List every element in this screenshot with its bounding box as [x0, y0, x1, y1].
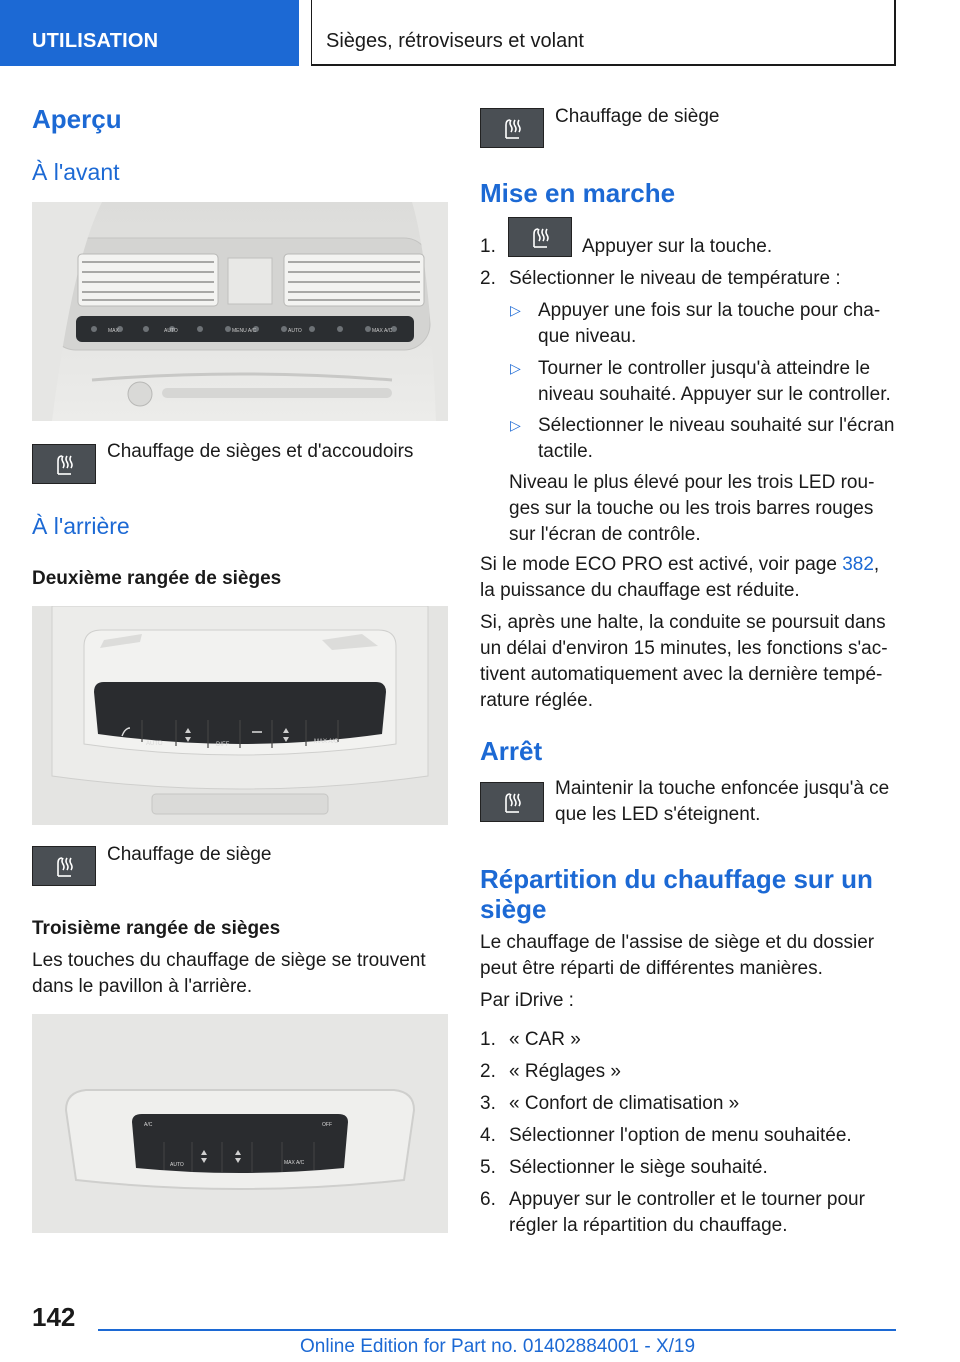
distribution-text-line-1: Le chauffage de l'assise de siège et du dossier [480, 932, 875, 953]
distribution-text-line-2: peut être réparti de différentes manières. [480, 958, 823, 979]
bullet-1-line-2: que niveau. [538, 326, 637, 347]
eco-line-2: la puissance du chauffage est réduite. [480, 580, 800, 601]
footer-edition: Online Edition for Part no. 01402884001 - X/19 [300, 1336, 696, 1357]
roof-panel-label-auto: AUTO [170, 1162, 184, 1168]
page-title: Aperçu [32, 104, 122, 134]
restart-line-2: un délai d'environ 15 minutes, les fonctions s'ac- [480, 638, 888, 659]
max-level-line-3: sur l'écran de contrôle. [509, 524, 701, 545]
idrive-label: Par iDrive : [480, 990, 574, 1011]
bullet-3-line-2: tactile. [538, 441, 593, 462]
off-text-line-2: que les LED s'éteignent. [555, 804, 761, 825]
eco-text-before: Si le mode ECO PRO est activé, voir page [480, 554, 843, 575]
rear-seat-heating-button-icon [32, 846, 96, 886]
front-caption: Chauffage de sièges et d'accoudoirs [107, 441, 414, 462]
header-chapter-tab[interactable] [311, 0, 896, 66]
step-1-number: 1. [480, 236, 496, 257]
idrive-step-3-text: « Confort de climatisation » [509, 1093, 740, 1114]
distribution-heading-line-1: Répartition du chauffage sur un [480, 864, 873, 894]
rear-panel-label-auto: AUTO [146, 741, 163, 747]
restart-line-3: tivent automatiquement avec la dernière tempé- [480, 664, 883, 685]
bullet-arrow-icon: ▷ [510, 417, 521, 433]
footer-divider [98, 1329, 896, 1331]
on-heading: Mise en marche [480, 178, 676, 208]
header-section-label: UTILISATION [32, 30, 159, 52]
front-panel-label-auto: AUTO [164, 328, 178, 334]
distribution-heading-line-2: siège [480, 894, 547, 924]
step-1-text: Appuyer sur la touche. [582, 236, 773, 257]
roof-climate-panel-photo [32, 1014, 448, 1233]
top-caption: Chauffage de siège [555, 106, 720, 127]
idrive-step-1-number: 1. [480, 1029, 496, 1050]
idrive-step-5-text: Sélectionner le siège souhaité. [509, 1157, 768, 1178]
seat-heating-button-icon [32, 444, 96, 484]
front-panel-label-auto-2: AUTO [288, 328, 302, 334]
restart-line-1: Si, après une halte, la conduite se poursuit dans [480, 612, 886, 633]
idrive-step-3-number: 3. [480, 1093, 496, 1114]
third-row-text-2: dans le pavillon à l'arrière. [32, 976, 253, 997]
third-row-heading: Troisième rangée de sièges [32, 918, 281, 939]
front-climate-panel-photo [32, 202, 448, 421]
roof-panel-label-max: MAX A/C [284, 1160, 305, 1166]
bullet-arrow-icon: ▷ [510, 360, 521, 376]
roof-panel-label-ac: A/C [144, 1122, 153, 1128]
idrive-step-5-number: 5. [480, 1157, 496, 1178]
rear-climate-panel-photo [32, 606, 448, 825]
off-heading: Arrêt [480, 736, 543, 766]
front-panel-label-menu: MENU A/C [232, 328, 257, 334]
bullet-1-line-1: Appuyer une fois sur la touche pour cha- [538, 300, 881, 321]
top-seat-heating-button-icon [480, 108, 544, 148]
second-row-caption: Chauffage de siège [107, 844, 272, 865]
third-row-text-1: Les touches du chauffage de siège se trouvent [32, 950, 426, 971]
idrive-step-2-number: 2. [480, 1061, 496, 1082]
eco-page-link[interactable]: 382 [842, 554, 874, 575]
step-2-number: 2. [480, 268, 496, 289]
step-2-text: Sélectionner le niveau de température : [509, 268, 841, 289]
off-seat-heating-button-icon [480, 782, 544, 822]
rear-panel-label-diff: DIFF [216, 742, 230, 748]
idrive-step-4-number: 4. [480, 1125, 496, 1146]
bullet-arrow-icon: ▷ [510, 302, 521, 318]
roof-panel-label-off: OFF [322, 1122, 332, 1128]
bullet-2-line-2: niveau souhaité. Appuyer sur le controller. [538, 384, 891, 405]
max-level-line-1: Niveau le plus élevé pour les trois LED rou- [509, 472, 875, 493]
idrive-step-2-text: « Réglages » [509, 1061, 621, 1082]
front-panel-label-max: MAX [108, 328, 119, 334]
page-number: 142 [32, 1302, 76, 1332]
eco-line-1 [480, 552, 879, 578]
eco-text-after: , [873, 554, 880, 575]
restart-line-4: rature réglée. [480, 690, 594, 711]
header-chapter-label: Sièges, rétroviseurs et volant [326, 30, 584, 52]
off-text-line-1: Maintenir la touche enfoncée jusqu'à ce [555, 778, 890, 799]
rear-panel-label-max: MAX A/C [314, 739, 339, 745]
header-section-tab[interactable] [0, 0, 299, 66]
idrive-step-6-text: Appuyer sur le controller et le tourner pour [509, 1189, 865, 1210]
idrive-step-6-number: 6. [480, 1189, 496, 1210]
front-heading: À l'avant [32, 159, 120, 185]
front-panel-label-max-ac: MAX A/C [372, 328, 393, 334]
max-level-line-2: ges sur la touche ou les trois barres rouges [509, 498, 874, 519]
idrive-step-1-text: « CAR » [509, 1029, 581, 1050]
rear-heading: À l'arrière [32, 513, 130, 539]
bullet-2-line-1: Tourner le controller jusqu'à atteindre le [538, 358, 871, 379]
idrive-step-4-text: Sélectionner l'option de menu souhaitée. [509, 1125, 852, 1146]
step-1-button-icon [508, 217, 572, 257]
idrive-step-6-text-2: régler la répartition du chauffage. [509, 1215, 788, 1236]
bullet-3-line-1: Sélectionner le niveau souhaité sur l'écran [538, 415, 895, 436]
second-row-heading: Deuxième rangée de sièges [32, 568, 282, 589]
